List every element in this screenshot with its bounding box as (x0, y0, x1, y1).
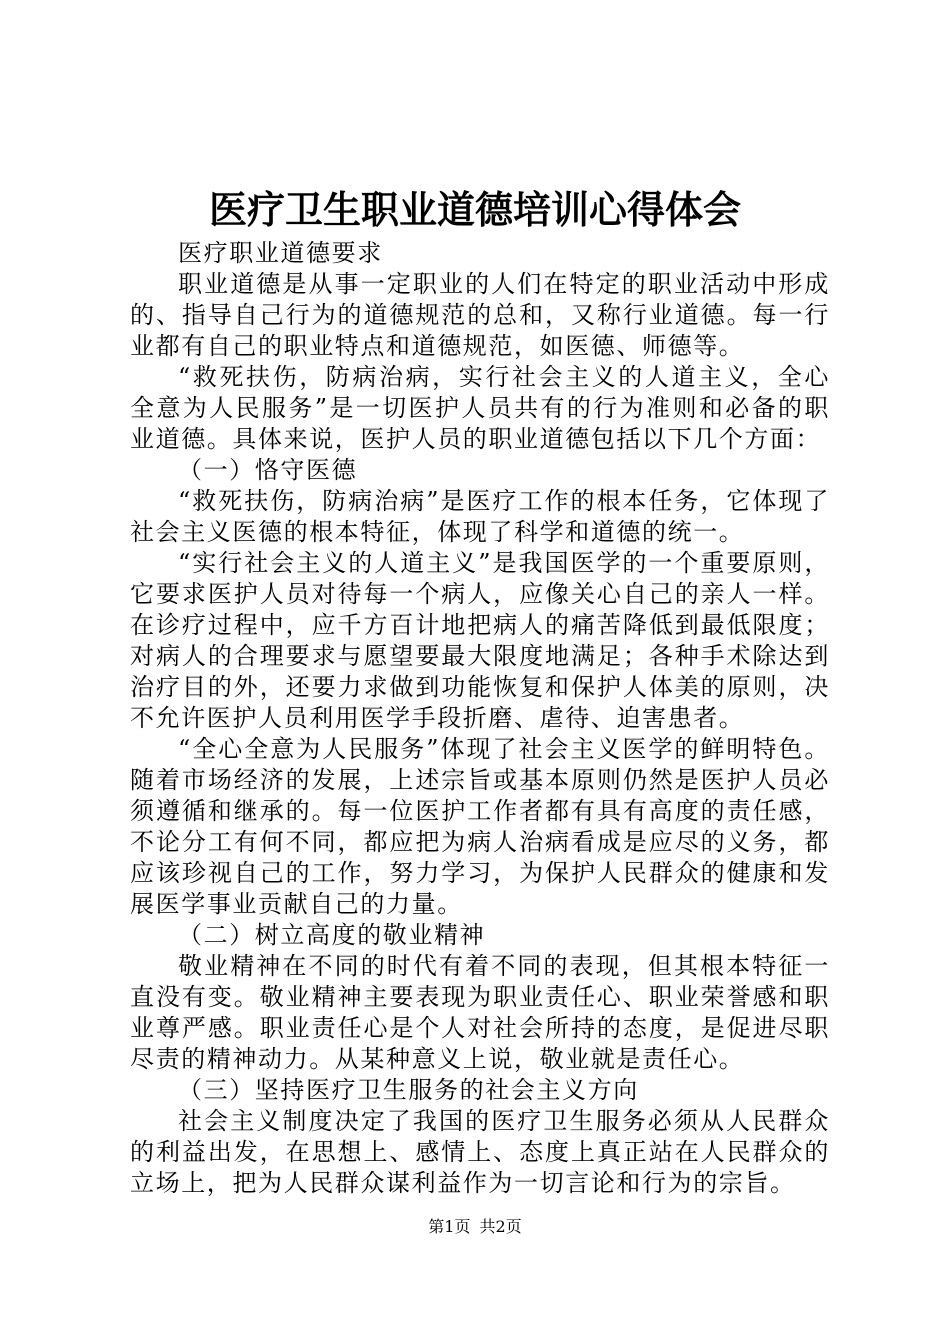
paragraph: “实行社会主义的人道主义”是我国医学的一个重要原则，它要求医护人员对待每一个病人，应像关心自己的亲人一样。在诊疗过程中，应千方百计地把病人的痛苦降低到最低限度；对病人的合理要求与愿望要最大限度地满足；各种手术除达到治疗目的外，还要力求做到功能恢复和保护人体美的原则，决不允许医护人员利用医学手段折磨、虐待、迫害患者。 (130, 549, 830, 732)
paragraph: “救死扶伤，防病治病”是医疗工作的根本任务，它体现了社会主义医德的根本特征，体现了科学和道德的统一。 (130, 487, 830, 546)
paragraph: 社会主义制度决定了我国的医疗卫生服务必须从人民群众的利益出发，在思想上、感情上、态度上真正站在人民群众的立场上，把为人民群众谋利益作为一切言论和行为的宗旨。 (130, 1107, 830, 1197)
paragraph: 敬业精神在不同的时代有着不同的表现，但其根本特征一直没有变。敬业精神主要表现为职业责任心、职业荣誉感和职业尊严感。职业责任心是个人对社会所持的态度，是促进尽职尽责的精神动力。从某种意义上说，敬业就是责任心。 (130, 952, 830, 1073)
paragraph-subtitle: 医疗职业道德要求 (178, 239, 383, 267)
document-title: 医疗卫生职业道德培训心得体会 (208, 187, 741, 232)
section-heading: （三）坚持医疗卫生服务的社会主义方向 (178, 1076, 639, 1104)
section-heading: （一）恪守医德 (178, 456, 358, 484)
section-heading: （二）树立高度的敬业精神 (178, 921, 486, 949)
paragraph: “救死扶伤，防病治病，实行社会主义的人道主义，全心全意为人民服务”是一切医护人员共有的行为准则和必备的职业道德。具体来说，医护人员的职业道德包括以下几个方面： (130, 363, 830, 453)
document-body (130, 238, 830, 1199)
page-total: 共2页 (479, 1217, 522, 1236)
paragraph: “全心全意为人民服务”体现了社会主义医学的鲜明特色。随着市场经济的发展，上述宗旨或基本原则仍然是医护人员必须遵循和继承的。每一位医护工作者都有具有高度的责任感，不论分工有何不同，都应把为病人治病看成是应尽的义务，都应该珍视自己的工作，努力学习，为保护人民群众的健康和发展医学事业贡献自己的力量。 (130, 735, 830, 918)
page-footer (0, 1216, 950, 1238)
page-number: 第1页 (428, 1217, 471, 1236)
paragraph: 职业道德是从事一定职业的人们在特定的职业活动中形成的、指导自己行为的道德规范的总和，又称行业道德。每一行业都有自己的职业特点和道德规范，如医德、师德等。 (130, 270, 830, 360)
